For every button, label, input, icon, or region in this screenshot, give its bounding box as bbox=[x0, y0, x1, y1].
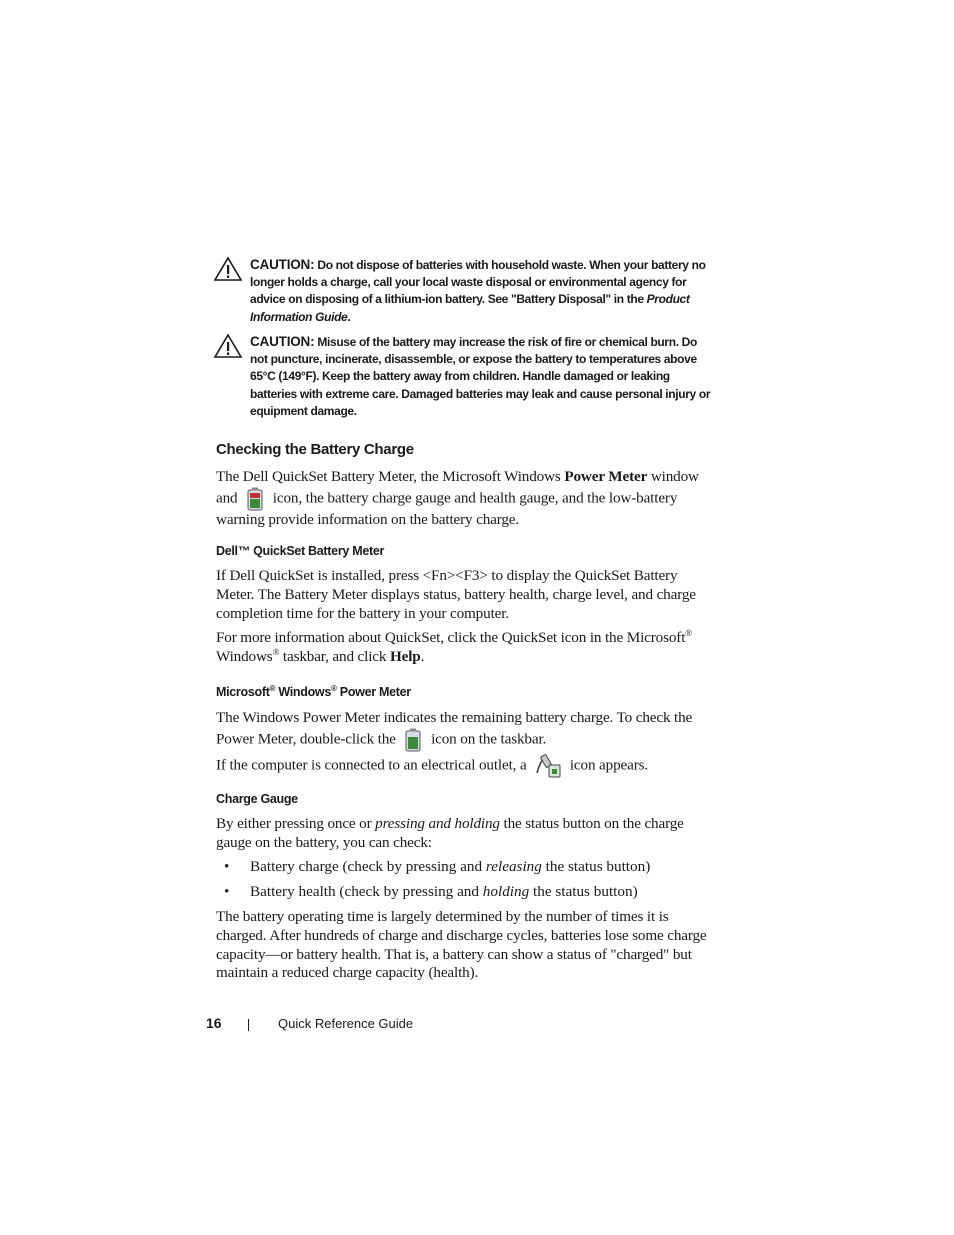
charge-gauge-paragraph-1 bbox=[216, 815, 716, 853]
power-meter-text: The Windows Power Meter indicates the remaining battery charge. To check the Power Meter, double-click the bbox=[216, 709, 693, 748]
warning-triangle-icon bbox=[213, 256, 243, 282]
caution-label: CAUTION: bbox=[250, 334, 315, 349]
battery-icon bbox=[245, 487, 265, 511]
power-meter-text: icon appears. bbox=[566, 756, 649, 774]
charge-gauge-text: By either pressing once or bbox=[216, 815, 376, 832]
help-term: Help bbox=[389, 647, 421, 665]
bullet-glyph: • bbox=[224, 858, 230, 875]
power-meter-paragraph-2 bbox=[216, 753, 716, 779]
section-title: Checking the Battery Charge bbox=[216, 441, 414, 458]
bullet-text: the status button) bbox=[529, 883, 638, 900]
power-plug-icon bbox=[534, 753, 562, 779]
power-meter-text: icon on the taskbar. bbox=[427, 730, 547, 748]
bullet-text: Battery health (check by pressing and bbox=[250, 883, 483, 900]
page-number: 16 bbox=[206, 1015, 222, 1031]
caution-end: . bbox=[347, 309, 351, 324]
bullet-text: Battery charge (check by pressing and bbox=[250, 858, 486, 875]
charge-gauge-paragraph-2: The battery operating time is largely determined by the number of times it is charged. After hundreds of charge and discharge cycles, batteries lose some charge capacity—or battery health. That is, a battery can show a status of "charged" but maintain a reduced charge capacity (health). bbox=[216, 908, 707, 982]
bullet-italic: holding bbox=[482, 883, 530, 900]
intro-text: window and bbox=[216, 468, 699, 507]
footer-divider bbox=[248, 1019, 249, 1031]
caution-misuse bbox=[213, 333, 713, 420]
intro-text: icon, the battery charge gauge and health gauge, and the low-battery warning provide information on the battery charge. bbox=[216, 489, 678, 528]
registered-mark: ® bbox=[331, 684, 337, 693]
power-meter-paragraph-1 bbox=[216, 709, 716, 752]
charge-gauge-italic: pressing and holding bbox=[375, 815, 500, 832]
quickset-paragraph-1: If Dell QuickSet is installed, press <Fn><F3> to display the QuickSet Battery Meter. The Battery Meter displays status, battery health, charge level, and charge completion time for the battery in your computer. bbox=[216, 567, 696, 622]
registered-mark: ® bbox=[269, 684, 276, 693]
quickset-text: . bbox=[420, 647, 425, 665]
heading-text: Power Meter bbox=[336, 685, 411, 700]
guide-title: Quick Reference Guide bbox=[278, 1016, 414, 1031]
list-item bbox=[216, 883, 716, 902]
power-meter-text: If the computer is connected to an electrical outlet, a bbox=[216, 756, 531, 774]
caution-text bbox=[250, 256, 713, 326]
registered-mark: ® bbox=[272, 646, 280, 657]
power-meter-heading bbox=[216, 684, 411, 699]
page-footer bbox=[0, 1015, 954, 1035]
list-item bbox=[216, 858, 716, 877]
caution-body: Do not dispose of batteries with household waste. When your battery no longer holds a charge, call your local waste disposal or environmental agency for advice on disposing of a lithium-ion battery. See "Battery Disposal" in the bbox=[250, 258, 706, 307]
bullet-italic: releasing bbox=[485, 858, 542, 875]
caution-italic: Product Information Guide bbox=[250, 292, 690, 324]
quickset-text: Windows bbox=[216, 647, 273, 665]
charge-gauge-heading: Charge Gauge bbox=[216, 792, 298, 806]
charge-gauge-text: the status button on the charge gauge on the battery, you can check: bbox=[216, 815, 684, 851]
caution-label: CAUTION: bbox=[250, 257, 315, 272]
caution-text bbox=[250, 333, 713, 420]
quickset-paragraph-2 bbox=[216, 629, 716, 667]
quickset-text: For more information about QuickSet, click the QuickSet icon in the Microsoft bbox=[216, 629, 686, 646]
intro-text: The Dell QuickSet Battery Meter, the Microsoft Windows bbox=[216, 468, 565, 485]
bullet-text: the status button) bbox=[541, 858, 651, 875]
quickset-heading: Dell™ QuickSet Battery Meter bbox=[216, 544, 385, 558]
registered-mark: ® bbox=[685, 627, 692, 638]
intro-paragraph bbox=[216, 468, 716, 530]
heading-text: Microsoft bbox=[216, 685, 270, 700]
bullet-glyph: • bbox=[224, 883, 230, 900]
battery-icon bbox=[403, 728, 423, 752]
caution-body: Misuse of the battery may increase the risk of fire or chemical burn. Do not puncture, incinerate, disassemble, or expose the battery to temperatures above 65°C (149°F). Keep the battery away from children. Handle damaged or leaking batteries with extreme care. Damaged batteries may leak and cause personal injury or equipment damage. bbox=[250, 335, 711, 418]
caution-disposal bbox=[213, 256, 713, 326]
warning-triangle-icon bbox=[213, 333, 243, 359]
quickset-text: taskbar, and click bbox=[279, 647, 390, 665]
heading-text: Windows bbox=[275, 685, 331, 700]
power-meter-term: Power Meter bbox=[564, 468, 648, 485]
